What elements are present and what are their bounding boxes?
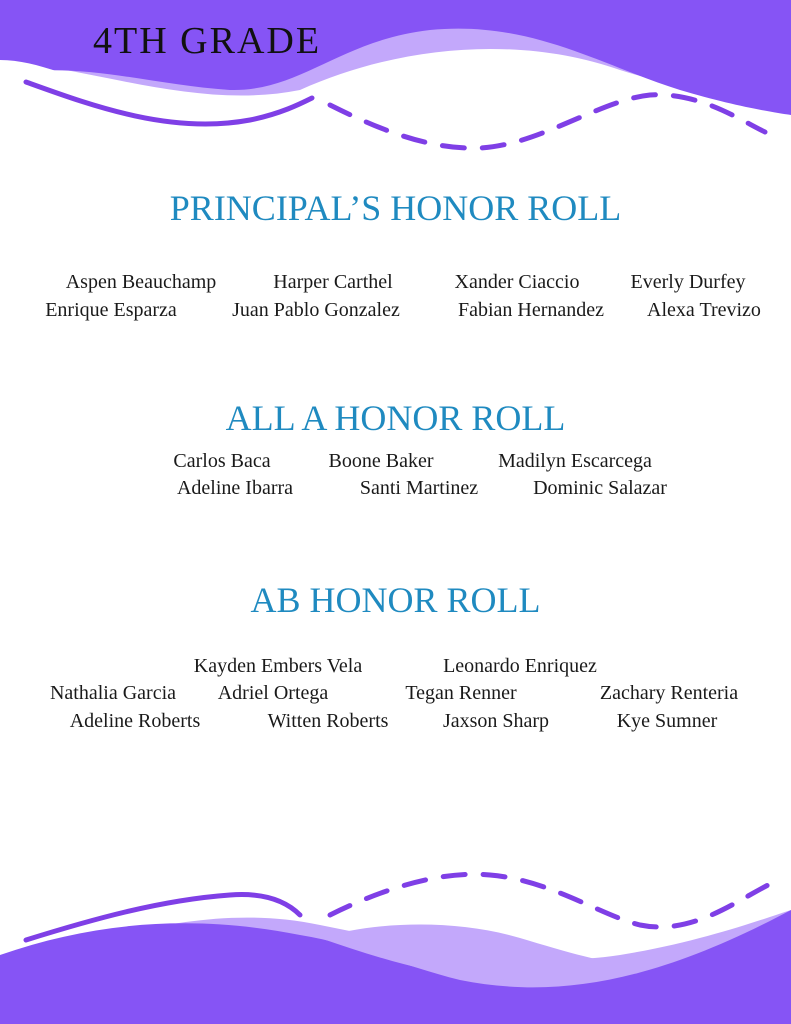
honor-name: Alexa Trevizo <box>647 299 761 321</box>
honor-name: Xander Ciaccio <box>454 271 580 293</box>
honor-name: Leonardo Enriquez <box>443 655 597 677</box>
honor-name: Fabian Hernandez <box>457 299 605 321</box>
honor-name: Kayden Embers Vela <box>193 655 363 677</box>
honor-name: Everly Durfey <box>630 271 746 293</box>
all-a-honor-roll-title: ALL A HONOR ROLL <box>225 398 566 438</box>
honor-name: Harper Carthel <box>273 271 393 293</box>
honor-name: Zachary Renteria <box>599 682 739 704</box>
honor-name: Dominic Salazar <box>533 477 667 499</box>
grade-title: 4TH GRADE <box>93 20 322 62</box>
honor-name: Nathalia Garcia <box>49 682 177 704</box>
honor-name: Madilyn Escarcega <box>498 450 652 472</box>
ab-honor-roll-title: AB HONOR ROLL <box>250 580 541 620</box>
honor-name: Tegan Renner <box>405 682 517 704</box>
honor-name: Santi Martinez <box>359 477 479 499</box>
honor-name: Boone Baker <box>328 450 434 472</box>
bottom-wave-decoration <box>0 860 791 1024</box>
honor-name: Witten Roberts <box>267 710 389 732</box>
honor-name: Adeline Ibarra <box>176 477 294 499</box>
honor-name: Aspen Beauchamp <box>65 271 217 293</box>
honor-name: Carlos Baca <box>173 450 271 472</box>
honor-name: Adriel Ortega <box>217 682 329 704</box>
honor-name: Adeline Roberts <box>69 710 201 732</box>
honor-name: Jaxson Sharp <box>442 710 550 732</box>
honor-name: Juan Pablo Gonzalez <box>232 299 400 321</box>
bottom-dashed-line <box>330 874 768 927</box>
honor-name: Kye Sumner <box>616 710 718 732</box>
principals-honor-roll-title: PRINCIPAL’S HONOR ROLL <box>169 188 622 228</box>
honor-name: Enrique Esparza <box>45 299 177 321</box>
